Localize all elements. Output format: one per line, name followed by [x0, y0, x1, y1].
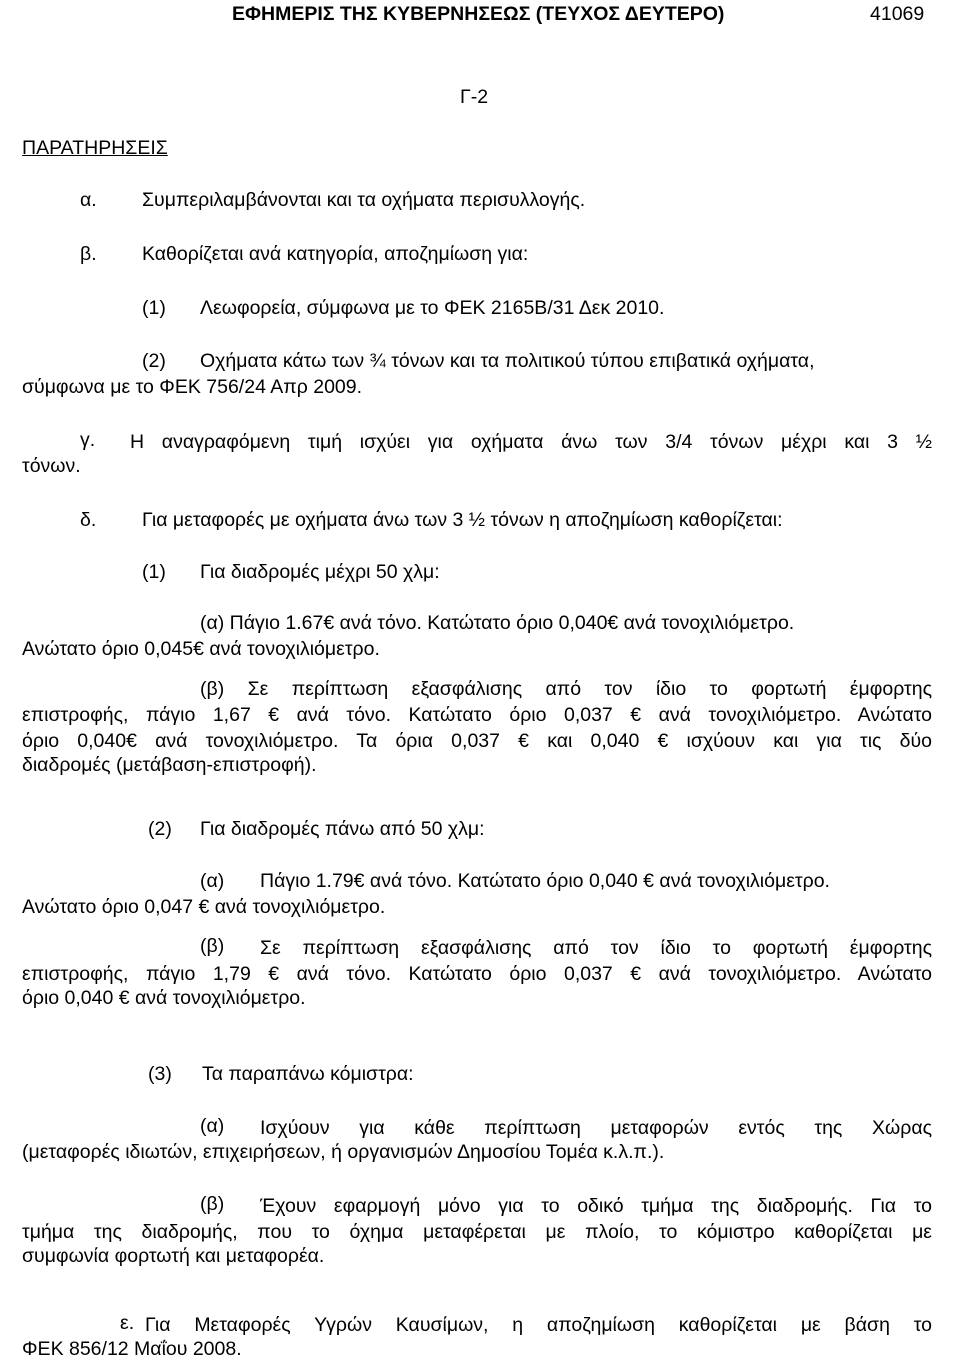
item-d2b-line1: Σε περίπτωση εξασφάλισης από τον ίδιο το φορτωτή έμφορτης	[260, 937, 932, 959]
item-a-label: α.	[80, 189, 97, 211]
item-e-line1: Για Μεταφορές Υγρών Καυσίμων, η αποζημίωση καθορίζεται με βάση το	[145, 1314, 932, 1336]
item-b1-label: (1)	[142, 297, 166, 319]
annex-label: Γ-2	[460, 86, 489, 108]
item-d2b-label: (β)	[200, 935, 225, 957]
section-heading: ΠΑΡΑΤΗΡΗΣΕΙΣ	[22, 137, 168, 159]
item-d3-label: (3)	[148, 1063, 172, 1085]
item-d2a-label: (α)	[200, 870, 225, 892]
item-c-label: γ.	[80, 429, 96, 451]
item-d3a-label: (α)	[200, 1115, 225, 1137]
item-d-text: Για μεταφορές με οχήματα άνω των 3 ½ τόνων η αποζημίωση καθορίζεται:	[142, 509, 783, 531]
item-d1b-line3: όριο 0,040€ ανά τονοχιλιόμετρο. Τα όρια 0,037 € και 0,040 € ισχύουν και για τις δύο	[22, 730, 932, 752]
item-d-label: δ.	[80, 509, 97, 531]
item-d1b-line1: (β) Σε περίπτωση εξασφάλισης από τον ίδιο το φορτωτή έμφορτης	[200, 678, 932, 700]
page-number: 41069	[870, 3, 925, 25]
item-b2-line1: Οχήματα κάτω των ¾ τόνων και τα πολιτικού τύπου επιβατικά οχήματα,	[200, 350, 815, 372]
item-e-label: ε.	[120, 1312, 135, 1334]
item-d2a-line1: Πάγιο 1.79€ ανά τόνο. Κατώτατο όριο 0,040 € ανά τονοχιλιόμετρο.	[260, 870, 830, 892]
item-d1-label: (1)	[142, 561, 166, 583]
item-d3a-line2: (μεταφορές ιδιωτών, επιχειρήσεων, ή οργανισμών Δημοσίου Τομέα κ.λ.π.).	[22, 1141, 665, 1163]
item-d2a-line2: Ανώτατο όριο 0,047 € ανά τονοχιλιόμετρο.	[22, 896, 386, 918]
item-b1-text: Λεωφορεία, σύμφωνα με το ΦΕΚ 2165Β/31 Δεκ 2010.	[200, 297, 665, 319]
item-d1b-line2: επιστροφής, πάγιο 1,67 € ανά τόνο. Κατώτατο όριο 0,037 € ανά τονοχιλιόμετρο. Ανώτατο	[22, 704, 932, 726]
item-b2-line2: σύμφωνα με το ΦΕΚ 756/24 Απρ 2009.	[22, 376, 363, 398]
item-d1a-line1: (α) Πάγιο 1.67€ ανά τόνο. Κατώτατο όριο 0,040€ ανά τονοχιλιόμετρο.	[200, 612, 795, 634]
item-d3b-line1: Έχουν εφαρμογή μόνο για το οδικό τμήμα της διαδρομής. Για το	[260, 1195, 932, 1217]
item-d1a-line2: Ανώτατο όριο 0,045€ ανά τονοχιλιόμετρο.	[22, 638, 380, 660]
item-d1b-line4: διαδρομές (μετάβαση-επιστροφή).	[22, 754, 317, 776]
item-e-line2: ΦΕΚ 856/12 Μαΐου 2008.	[22, 1338, 242, 1360]
item-b-label: β.	[80, 243, 97, 265]
item-d3b-label: (β)	[200, 1193, 225, 1215]
item-d2b-line2: επιστροφής, πάγιο 1,79 € ανά τόνο. Κατώτατο όριο 0,037 € ανά τονοχιλιόμετρο. Ανώτατο	[22, 963, 932, 985]
item-d2b-line3: όριο 0,040 € ανά τονοχιλιόμετρο.	[22, 987, 306, 1009]
item-d3a-line1: Ισχύουν για κάθε περίπτωση μεταφορών εντός της Χώρας	[260, 1117, 932, 1139]
item-a-text: Συμπεριλαμβάνονται και τα οχήματα περισυλλογής.	[142, 189, 586, 211]
item-d2-text: Για διαδρομές πάνω από 50 χλμ:	[200, 818, 485, 840]
gazette-header-title: ΕΦΗΜΕΡΙΣ ΤΗΣ ΚΥΒΕΡΝΗΣΕΩΣ (ΤΕΥΧΟΣ ΔΕΥΤΕΡΟ)	[232, 3, 725, 25]
item-c-line1: Η αναγραφόμενη τιμή ισχύει για οχήματα άνω των 3/4 τόνων μέχρι και 3 ½	[130, 431, 932, 453]
item-d1-text: Για διαδρομές μέχρι 50 χλμ:	[200, 561, 440, 583]
item-d3b-line2: τμήμα της διαδρομής, που το όχημα μεταφέρεται με πλοίο, το κόμιστρο καθορίζεται με	[22, 1221, 932, 1243]
item-d2-label: (2)	[148, 818, 172, 840]
item-d3-text: Τα παραπάνω κόμιστρα:	[202, 1063, 414, 1085]
item-b-text: Καθορίζεται ανά κατηγορία, αποζημίωση για:	[142, 243, 529, 265]
item-b2-label: (2)	[142, 350, 166, 372]
item-c-line2: τόνων.	[22, 455, 81, 477]
item-d3b-line3: συμφωνία φορτωτή και μεταφορέα.	[22, 1245, 325, 1267]
